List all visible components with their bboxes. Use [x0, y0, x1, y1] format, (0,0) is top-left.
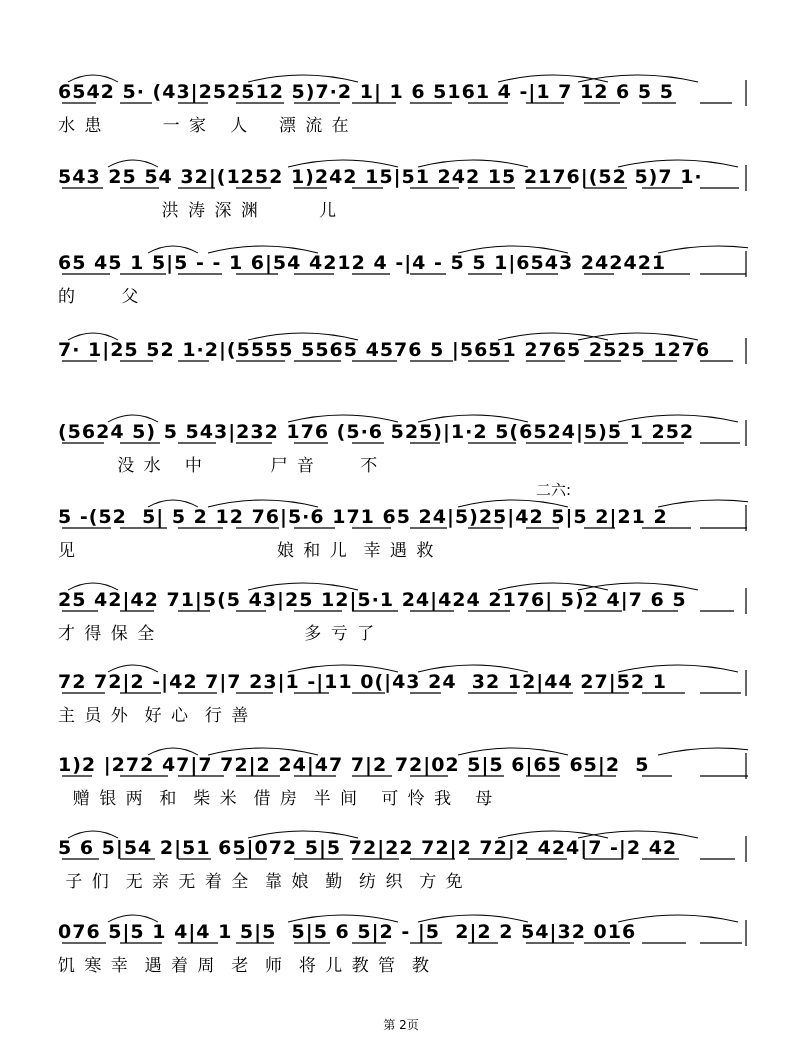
lyrics-line: 饥 寒 幸 遇 着 周 老 师 将 儿 教 管 教	[58, 956, 431, 976]
lyrics-line: 的 父	[58, 287, 141, 307]
music-system	[58, 72, 748, 156]
jianpu-notes: 72 72|2 -|42 7|7 23|1 -|11 0(|43 24 32 12|44 27|52 1	[58, 671, 667, 693]
jianpu-notes: 1)2 |272 47|7 72|2 24|47 7|2 72|02 5|5 6|65 65|2 5	[58, 754, 650, 776]
lyrics-line: 才 得 保 全 多 亏 了	[58, 624, 377, 644]
lyrics-line: 水 患 一 家 人 漂 流 在	[58, 116, 351, 136]
lyrics-line	[58, 370, 748, 398]
jianpu-notes: 076 5|5 1 4|4 1 5|5 5|5 6 5|2 - |5 2|2 2 54|32 016	[58, 921, 637, 943]
lyrics-line: 见 娘 和 儿 幸 遇 救	[58, 541, 436, 561]
jianpu-notes: 5 -(52 5| 5 2 12 76|5·6 171 65 24|5)25|42 5|5 2|21 2	[58, 506, 668, 528]
jianpu-notes: 5 6 5|54 2|51 65|072 5|5 72|22 72|2 72|2 424|7 -|2 42	[58, 837, 678, 859]
music-system	[58, 243, 748, 327]
music-system	[58, 580, 748, 664]
lyrics-line: 子 们 无 亲 无 着 全 靠 娘 勤 纺 织 方 免	[58, 872, 465, 892]
music-system	[58, 912, 748, 996]
lyrics-line: 没 水 中 尸 音 不	[58, 456, 380, 476]
music-system	[58, 157, 748, 241]
jianpu-notes: 543 25 54 32|(1252 1)242 15|51 242 15 2176|(52 5)7 1·	[58, 166, 703, 188]
jianpu-notes: 6542 5· (43|252512 5)7·2 1| 1 6 5161 4 -|1 7 12 6 5 5	[58, 81, 674, 103]
music-system	[58, 745, 748, 829]
jianpu-notes: 7· 1|25 52 1·2|(5555 5565 4576 5 |5651 2765 2525 1276	[58, 339, 711, 361]
music-system	[58, 662, 748, 746]
music-system	[58, 481, 748, 581]
jianpu-notes: (5624 5) 5 543|232 176 (5·6 525)|1·2 5(6524|5)5 1 252	[58, 421, 695, 443]
music-system	[58, 412, 748, 496]
music-system	[58, 330, 748, 414]
section-marker: 二六:	[536, 481, 572, 499]
music-system	[58, 828, 748, 912]
page-number: 第 2页	[383, 1018, 419, 1032]
jianpu-notes: 25 42|42 71|5(5 43|25 12|5·1 24|424 2176| 5)2 4|7 6 5	[58, 589, 687, 611]
lyrics-line: 赠 银 两 和 柴 米 借 房 半 间 可 怜 我 母	[58, 789, 495, 809]
lyrics-line: 主 员 外 好 心 行 善	[58, 706, 251, 726]
lyrics-line: 洪 涛 深 渊 儿	[58, 201, 339, 221]
jianpu-notes: 65 45 1 5|5 - - 1 6|54 4212 4 -|4 - 5 5 1|6543 242421	[58, 252, 667, 274]
